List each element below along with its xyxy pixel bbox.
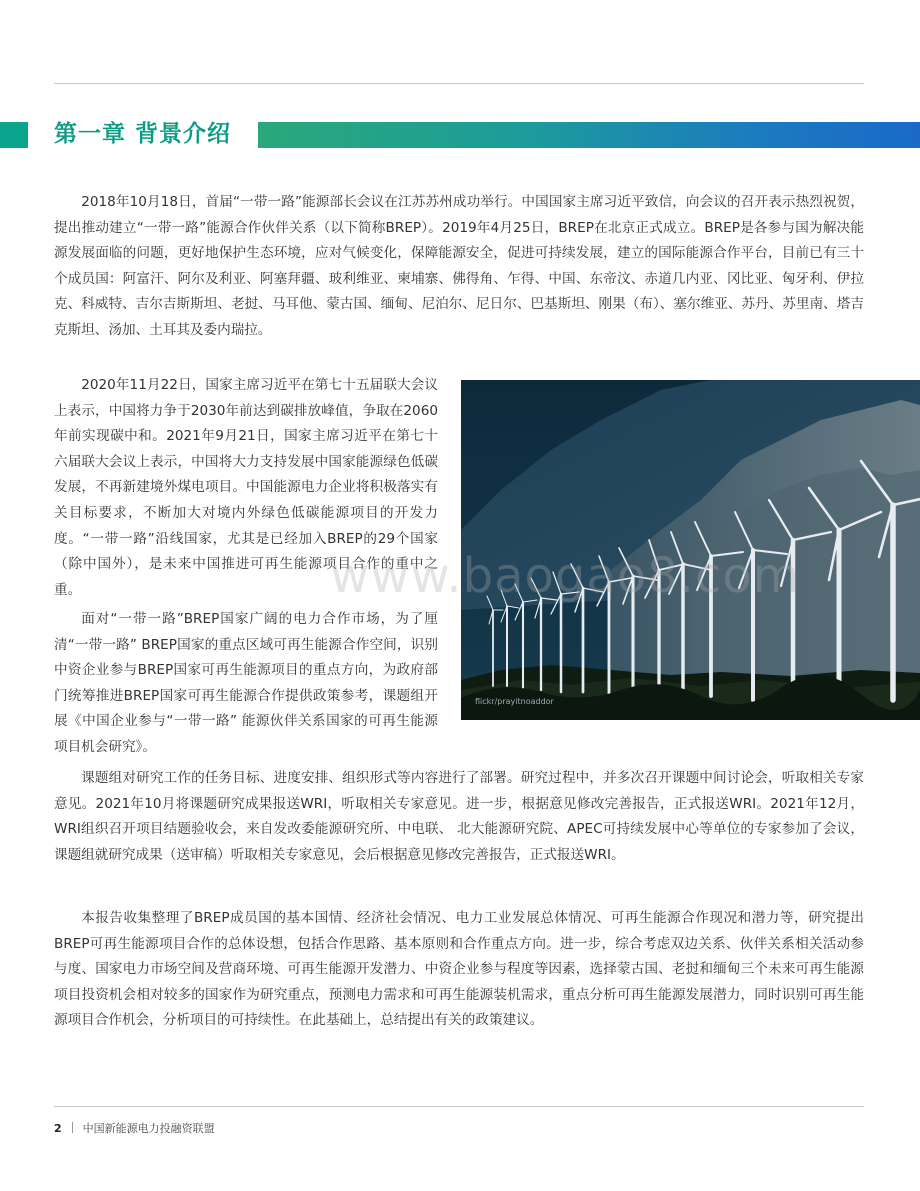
watermark: www.baogao8.com	[330, 548, 801, 604]
top-rule	[54, 83, 864, 84]
photo-credit: flickr/prayitnoaddor	[475, 697, 554, 706]
paragraph-4: 课题组对研究工作的任务目标、进度安排、组织形式等内容进行了部署。研究过程中，并多次召开课题中间讨论会，听取相关专家意见。2021年10月将课题研究成果报送WRI，听取相关专家意见。进一步，根据意见修改完善报告，正式报送WRI。2021年12月，WRI组织召开项目结题验收会，来自发改委能源研究所、中电联、 北大能源研究院、APEC可持续发展中心等单位的专家参加了会议，课题组就研究成果（送审稿）听取相关专家意见，会后根据意见修改完善报告，正式报送WRI。	[54, 770, 864, 863]
paragraph-3: 面对“一带一路”BREP国家广阔的电力合作市场，为了厘清“一带一路” BREP国家的重点区域可再生能源合作空间，识别中资企业参与BREP国家可再生能源项目的重点方向，为政府部门统筹推进BREP国家可再生能源合作提供政策参考，课题组开展《中国企业参与“一带一路” 能源伙伴关系国家的可再生能源项目机会研究》。	[54, 611, 438, 755]
chapter-title: 第一章 背景介绍	[54, 121, 232, 147]
chapter-title-band	[258, 122, 920, 148]
bottom-rule	[54, 1106, 864, 1107]
chapter-accent-bar	[0, 122, 28, 148]
footer-organization: 中国新能源电力投融资联盟	[82, 1122, 215, 1135]
wind-turbines-illustration	[461, 380, 920, 720]
paragraph-5: 本报告收集整理了BREP成员国的基本国情、经济社会情况、电力工业发展总体情况、可再生能源合作现况和潜力等，研究提出BREP可再生能源项目合作的总体设想，包括合作思路、基本原则和合作重点方向。进一步，综合考虑双边关系、伙伴关系相关活动参与度、国家电力市场空间及营商环境、可再生能源开发潜力、中资企业参与程度等因素，选择蒙古国、老挝和缅甸三个未来可再生能源项目投资机会相对较多的国家作为研究重点，预测电力需求和可再生能源装机需求，重点分析可再生能源发展潜力，同时识别可再生能源项目合作机会，分析项目的可持续性。在此基础上，总结提出有关的政策建议。	[54, 910, 864, 1029]
footer-separator	[72, 1122, 73, 1133]
paragraph-2: 2020年11月22日，国家主席习近平在第七十五届联大会议上表示，中国将力争于2030年前达到碳排放峰值，争取在2060年前实现碳中和。2021年9月21日，国家主席习近平在第七十六届联大会议上表示，中国将大力支持发展中国家能源绿色低碳发展，不再新建境外煤电项目。中国能源电力企业将积极落实有关目标要求，不断加大对境内外绿色低碳能源项目的开发力度。“一带一路”沿线国家，尤其是已经加入BREP的29个国家（除中国外），是未来中国推进可再生能源项目合作的重中之重。	[54, 377, 438, 598]
page-footer	[54, 1120, 215, 1136]
page-number: 2	[54, 1122, 62, 1135]
wind-turbines-photo	[461, 380, 920, 720]
paragraph-1: 2018年10月18日，首届“一带一路”能源部长会议在江苏苏州成功举行。中国国家主席习近平致信，向会议的召开表示热烈祝贺，提出推动建立“一带一路”能源合作伙伴关系（以下简称BREP）。2019年4月25日，BREP在北京正式成立。BREP是各参与国为解决能源发展面临的问题，更好地保护生态环境，应对气候变化，保障能源安全，促进可持续发展，建立的国际能源合作平台，目前已有三十个成员国：阿富汗、阿尔及利亚、阿塞拜疆、玻利维亚、柬埔寨、佛得角、乍得、中国、东帝汶、赤道几内亚、冈比亚、匈牙利、伊拉克、科威特、吉尔吉斯斯坦、老挝、马耳他、蒙古国、缅甸、尼泊尔、尼日尔、巴基斯坦、刚果（布）、塞尔维亚、苏丹、苏里南、塔吉克斯坦、汤加、土耳其及委内瑞拉。	[54, 194, 864, 338]
